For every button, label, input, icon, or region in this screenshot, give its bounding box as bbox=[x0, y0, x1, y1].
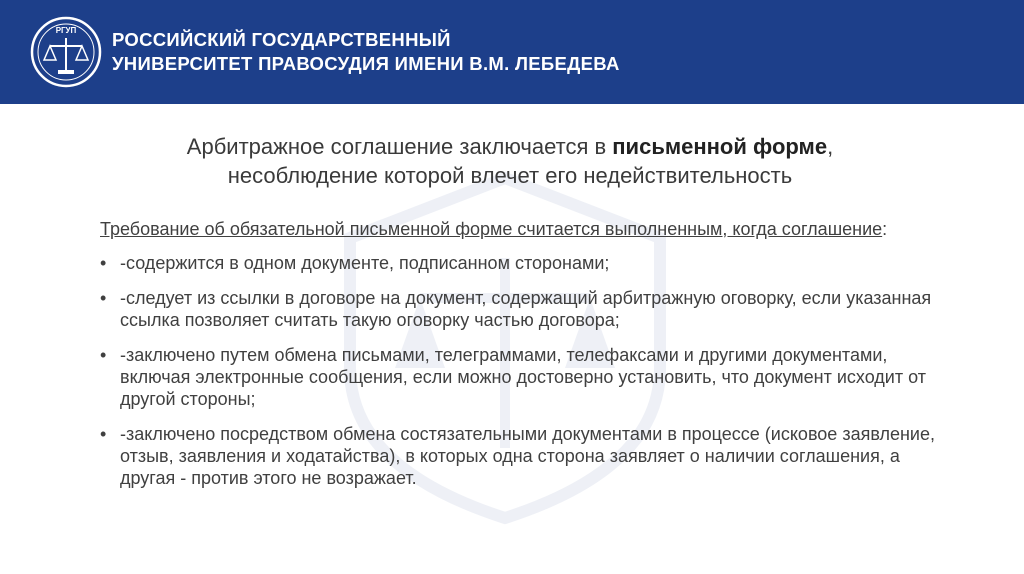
list-item bbox=[100, 252, 940, 274]
requirement-list bbox=[100, 252, 940, 489]
university-name-line1: РОССИЙСКИЙ ГОСУДАРСТВЕННЫЙ bbox=[112, 29, 451, 50]
slide-content bbox=[100, 218, 940, 502]
list-item bbox=[100, 423, 940, 489]
requirement-lead-suffix: : bbox=[882, 219, 888, 239]
list-item-text: -заключено посредством обмена состязательными документами в процессе (исковое заявление, отзыв, заявления и ходатайства), в которых одна сторона заявляет о наличии соглашения, а другая - против этого не возражает. bbox=[120, 424, 936, 488]
university-name bbox=[112, 28, 620, 76]
list-item-text: -содержится в одном документе, подписанном сторонами; bbox=[120, 253, 610, 273]
bullet-icon: • bbox=[100, 253, 107, 273]
university-name-line2: УНИВЕРСИТЕТ ПРАВОСУДИЯ ИМЕНИ В.М. ЛЕБЕДЕВА bbox=[112, 53, 620, 74]
list-item bbox=[100, 344, 940, 410]
list-item bbox=[100, 287, 940, 331]
logo-text: РГУП bbox=[55, 26, 77, 35]
slide-title-line1 bbox=[60, 132, 960, 161]
requirement-lead-underlined: Требование об обязательной письменной форме считается выполненным, когда соглашение bbox=[100, 219, 883, 239]
list-item-text: -заключено путем обмена письмами, телеграммами, телефаксами и другими документами, включая электронные сообщения, если можно достоверно установить, что документ исходит от другой стороны; bbox=[120, 345, 926, 409]
list-item-text: -следует из ссылки в договоре на документ, содержащий арбитражную оговорку, если указанная ссылка позволяет считать такую оговорку частью договора; bbox=[120, 288, 932, 330]
bullet-icon: • bbox=[100, 345, 107, 365]
slide-title-line2: несоблюдение которой влечет его недействительность bbox=[227, 163, 793, 188]
bullet-icon: • bbox=[100, 288, 107, 308]
slide-title bbox=[60, 132, 960, 190]
university-logo-icon bbox=[30, 16, 102, 88]
title-part2: , bbox=[827, 134, 834, 159]
title-part1: Арбитражное соглашение заключается в bbox=[186, 134, 613, 159]
header-bar bbox=[0, 0, 1024, 104]
title-bold: письменной форме bbox=[612, 134, 828, 159]
bullet-icon: • bbox=[100, 424, 107, 444]
requirement-lead bbox=[100, 218, 940, 240]
